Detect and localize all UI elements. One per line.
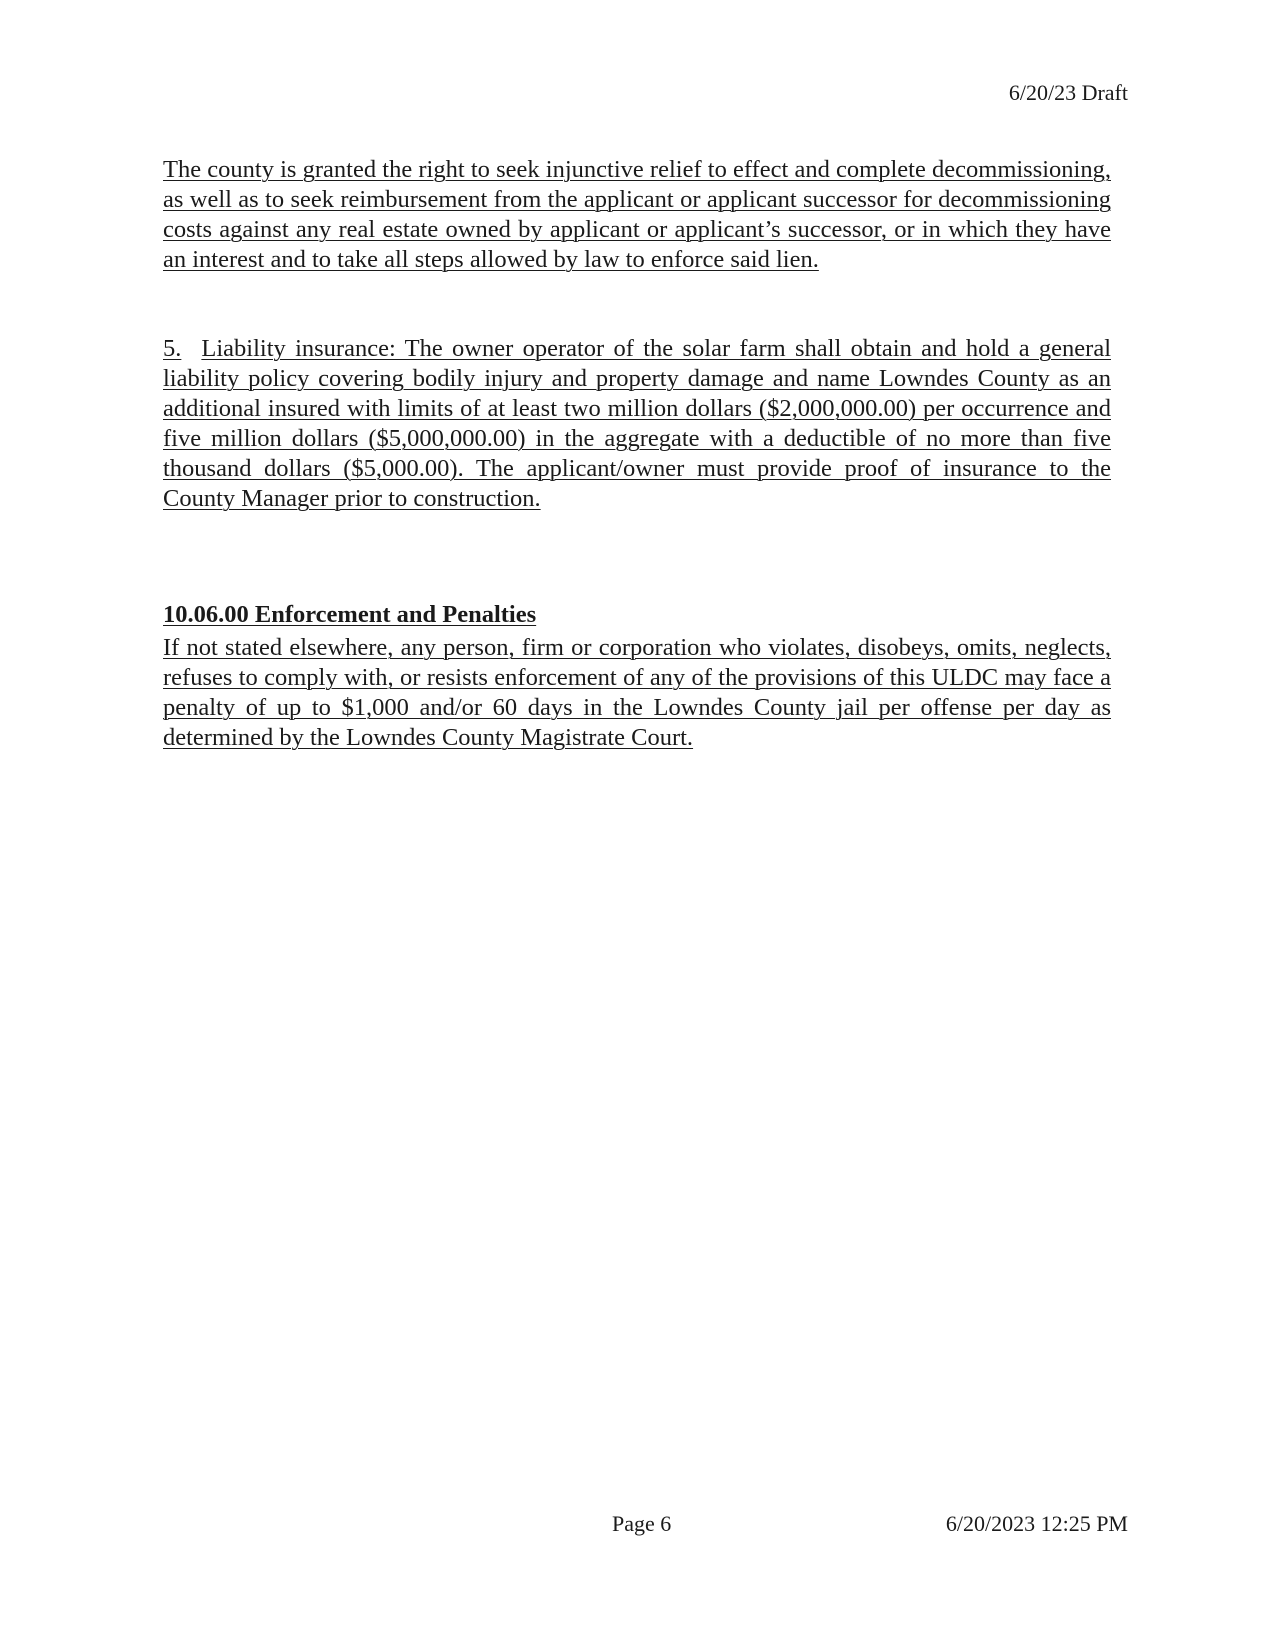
decommissioning-paragraph: The county is granted the right to seek injunctive relief to effect and complete decommissioning, as well as to seek reimbursement from the applicant or applicant successor for decommissioning costs against any real estate owned by applicant or applicant’s successor, or in which they have an interest and to take all steps allowed by law to enforce said lien. xyxy=(163,156,1111,273)
page-number: Page 6 xyxy=(612,1511,672,1536)
liability-insurance-item xyxy=(163,334,1111,514)
footer-datetime: 6/20/2023 12:25 PM xyxy=(945,1511,1128,1536)
item-text: Liability insurance: The owner operator of the solar farm shall obtain and hold a general liability policy covering bodily injury and property damage and name Lowndes County as an additional insured with limits of at least two million dollars ($2,000,000.00) per occurrence and five million dollars ($5,000,000.00) in the aggregate with a deductible of no more than five thousand dollars ($5,000.00). The applicant/owner must provide proof of insurance to the County Manager prior to construction. xyxy=(163,335,1111,512)
draft-date-header: 6/20/23 Draft xyxy=(1008,80,1128,105)
enforcement-paragraph: If not stated elsewhere, any person, firm or corporation who violates, disobeys, omits, neglects, refuses to comply with, or resists enforcement of any of the provisions of this ULDC may face a penalty of up to $1,000 and/or 60 days in the Lowndes County jail per offense per day as determined by the Lowndes County Magistrate Court. xyxy=(163,634,1111,751)
section-heading: 10.06.00 Enforcement and Penalties xyxy=(163,601,537,628)
item-number: 5. xyxy=(163,335,182,362)
